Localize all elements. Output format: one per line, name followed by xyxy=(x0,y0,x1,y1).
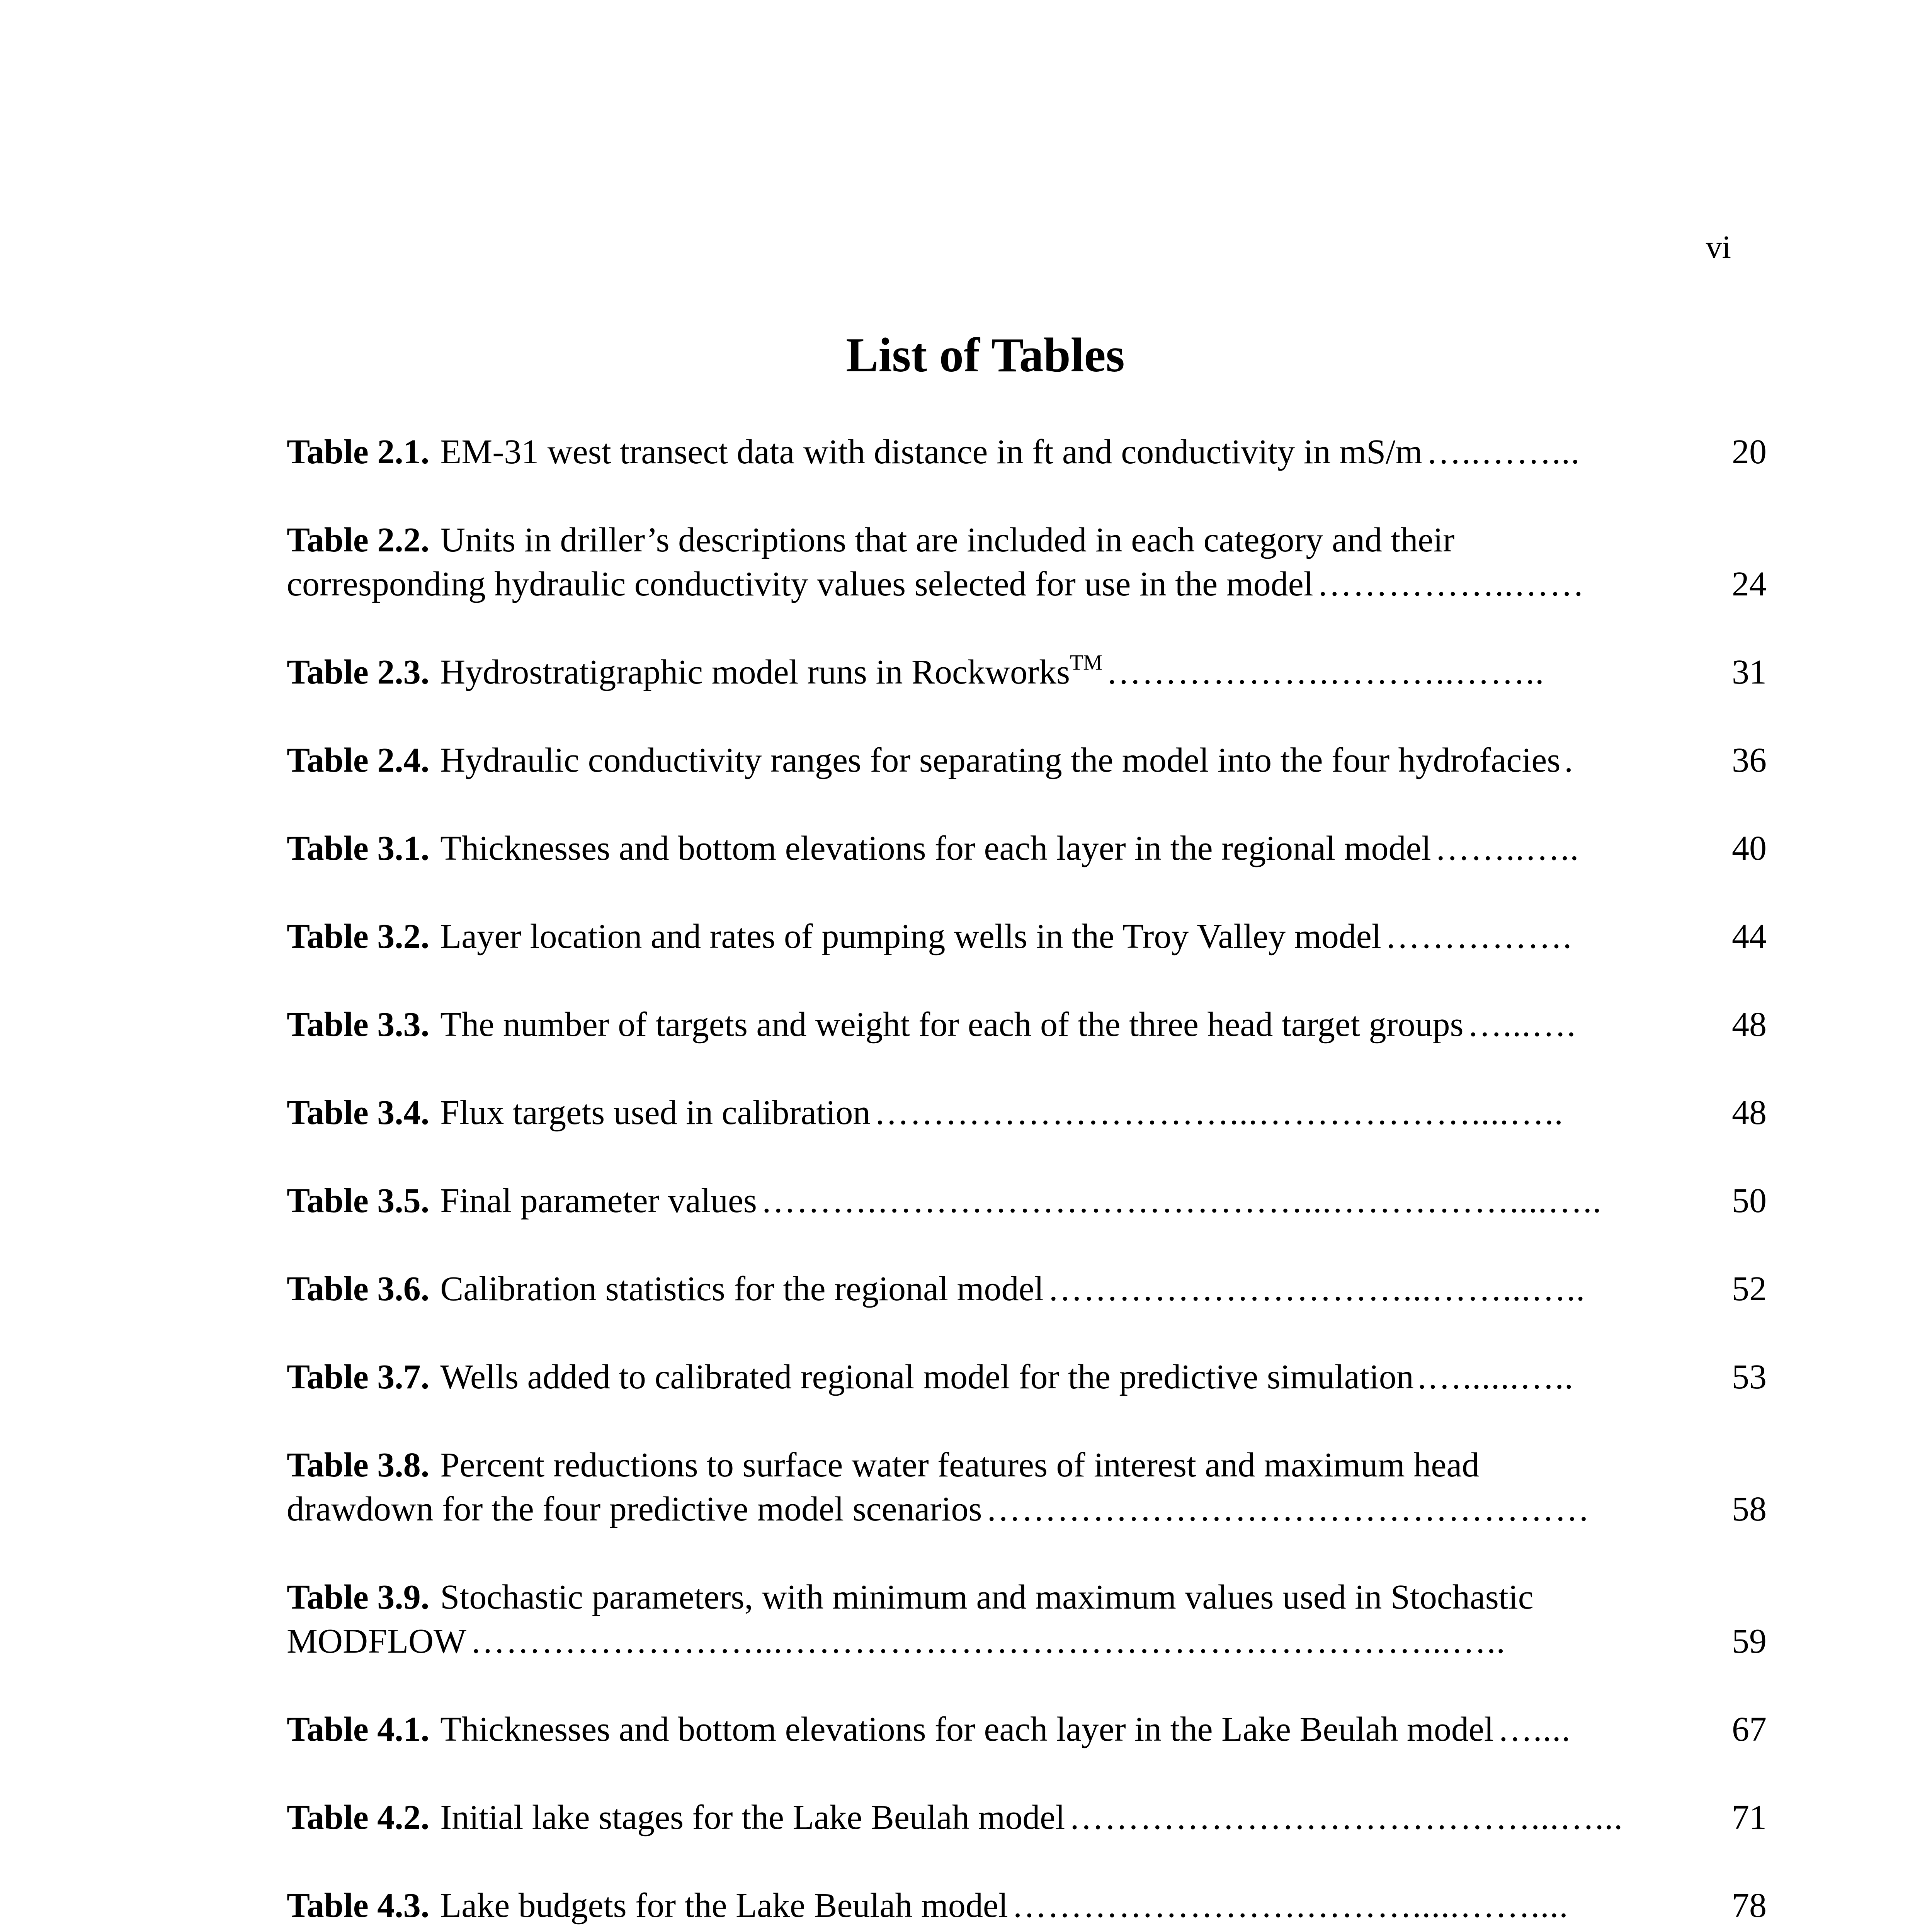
entry-label: Table 3.1. xyxy=(287,829,430,867)
entry-page: 58 xyxy=(1732,1490,1767,1528)
entry-label: Table 4.2. xyxy=(287,1798,430,1837)
entry-leader: …………………………...……...….. xyxy=(1048,1270,1586,1308)
entry-title: The number of targets and weight for each of the three head target groups xyxy=(440,1005,1464,1044)
entry-label: Table 3.4. xyxy=(287,1094,430,1132)
entry-title: Initial lake stages for the Lake Beulah model xyxy=(440,1798,1065,1837)
entry-page: 44 xyxy=(1732,917,1767,956)
toc-entry-table-3-7[interactable] xyxy=(287,1355,1767,1399)
entry-leader: …………………………………...…... xyxy=(1069,1798,1624,1837)
entry-leader: ……………..…… xyxy=(1317,565,1585,603)
entry-page: 78 xyxy=(1732,1886,1767,1925)
page-number: vi xyxy=(1706,229,1731,265)
entry-page: 50 xyxy=(1732,1182,1767,1220)
toc-entry-table-3-4[interactable] xyxy=(287,1091,1767,1135)
entry-leader: ….... xyxy=(1497,1710,1571,1748)
entry-leader: ……..….. xyxy=(1435,829,1580,867)
entry-page: 31 xyxy=(1732,653,1767,691)
entry-leader: . xyxy=(1564,741,1574,779)
entry-label: Table 3.3. xyxy=(287,1005,430,1044)
page-title: List of Tables xyxy=(846,328,1125,382)
toc-entry-table-4-3[interactable] xyxy=(287,1884,1767,1928)
entry-label: Table 2.1. xyxy=(287,433,430,471)
entry-label: Table 3.6. xyxy=(287,1270,430,1308)
toc-entry-table-3-6[interactable] xyxy=(287,1267,1767,1311)
toc-entry-table-4-1[interactable] xyxy=(287,1708,1767,1752)
entry-leader: ……………….………..…….. xyxy=(1106,653,1545,691)
entry-page: 48 xyxy=(1732,1094,1767,1132)
toc-entry-table-3-2[interactable] xyxy=(287,915,1767,959)
entry-label: Table 4.3. xyxy=(287,1886,430,1925)
entry-title: Final parameter values xyxy=(440,1182,757,1220)
entry-page: 71 xyxy=(1732,1798,1767,1837)
list-of-tables xyxy=(287,430,1767,1932)
entry-title-continued: MODFLOW xyxy=(287,1622,466,1660)
entry-label: Table 3.5. xyxy=(287,1182,430,1220)
entry-page: 20 xyxy=(1732,433,1767,471)
entry-label: Table 3.8. xyxy=(287,1446,430,1484)
entry-title-continued: corresponding hydraulic conductivity values selected for use in the model xyxy=(287,565,1313,603)
entry-leader: ……………. xyxy=(1385,917,1573,956)
toc-entry-table-3-9[interactable] xyxy=(287,1575,1767,1663)
entry-page: 52 xyxy=(1732,1270,1767,1308)
entry-leader: …..……... xyxy=(1426,433,1580,471)
entry-label: Table 2.2. xyxy=(287,521,430,559)
entry-page: 67 xyxy=(1732,1710,1767,1748)
entry-title: EM-31 west transect data with distance in ft and conductivity in mS/m xyxy=(440,433,1423,471)
entry-title: Layer location and rates of pumping wells in the Troy Valley model xyxy=(440,917,1381,956)
entry-leader: ……….………………………………...……………....….. xyxy=(760,1182,1602,1220)
entry-leader: .…......….. xyxy=(1417,1358,1574,1396)
entry-label: Table 3.7. xyxy=(287,1358,430,1396)
toc-entry-table-2-3[interactable] xyxy=(287,650,1767,694)
toc-entry-table-4-2[interactable] xyxy=(287,1796,1767,1840)
entry-title-continued: drawdown for the four predictive model scenarios xyxy=(287,1490,982,1528)
entry-leader: …...…. xyxy=(1467,1005,1577,1044)
entry-title: Percent reductions to surface water features of interest and maximum head xyxy=(440,1446,1480,1484)
entry-page: 24 xyxy=(1732,565,1767,603)
entry-label: Table 3.9. xyxy=(287,1578,430,1616)
entry-page: 48 xyxy=(1732,1005,1767,1044)
entry-title: Hydrostratigraphic model runs in Rockworks xyxy=(440,653,1070,691)
entry-label: Table 4.1. xyxy=(287,1710,430,1748)
entry-title: Stochastic parameters, with minimum and maximum values used in Stochastic xyxy=(440,1578,1534,1616)
toc-entry-table-3-1[interactable] xyxy=(287,827,1767,871)
entry-title: Thicknesses and bottom elevations for each layer in the Lake Beulah model xyxy=(440,1710,1494,1748)
toc-entry-table-3-5[interactable] xyxy=(287,1179,1767,1223)
entry-title: Wells added to calibrated regional model for the predictive simulation xyxy=(440,1358,1414,1396)
entry-title: Thicknesses and bottom elevations for each layer in the regional model xyxy=(440,829,1431,867)
trademark-superscript: TM xyxy=(1070,651,1102,675)
toc-entry-table-2-4[interactable] xyxy=(287,738,1767,782)
entry-page: 36 xyxy=(1732,741,1767,779)
entry-title: Lake budgets for the Lake Beulah model xyxy=(440,1886,1008,1925)
entry-title: Calibration statistics for the regional model xyxy=(440,1270,1044,1308)
entry-leader: ……………………...………………………………………………...….. xyxy=(470,1622,1506,1660)
entry-title: Hydraulic conductivity ranges for separating the model into the four hydrofacies xyxy=(440,741,1561,779)
entry-leader: …………………………………………… xyxy=(986,1490,1590,1528)
entry-label: Table 2.3. xyxy=(287,653,430,691)
entry-page: 53 xyxy=(1732,1358,1767,1396)
entry-label: Table 3.2. xyxy=(287,917,430,956)
entry-leader: …………………………...………………....….. xyxy=(874,1094,1564,1132)
entry-title: Units in driller’s descriptions that are included in each category and their xyxy=(440,521,1455,559)
toc-entry-table-3-8[interactable] xyxy=(287,1443,1767,1531)
toc-entry-table-2-2[interactable] xyxy=(287,518,1767,606)
entry-label: Table 2.4. xyxy=(287,741,430,779)
entry-title: Flux targets used in calibration xyxy=(440,1094,871,1132)
entry-page: 40 xyxy=(1732,829,1767,867)
entry-page: 59 xyxy=(1732,1622,1767,1660)
entry-leader: …………………….……….....…….... xyxy=(1012,1886,1569,1925)
toc-entry-table-2-1[interactable] xyxy=(287,430,1767,474)
toc-entry-table-3-3[interactable] xyxy=(287,1003,1767,1047)
